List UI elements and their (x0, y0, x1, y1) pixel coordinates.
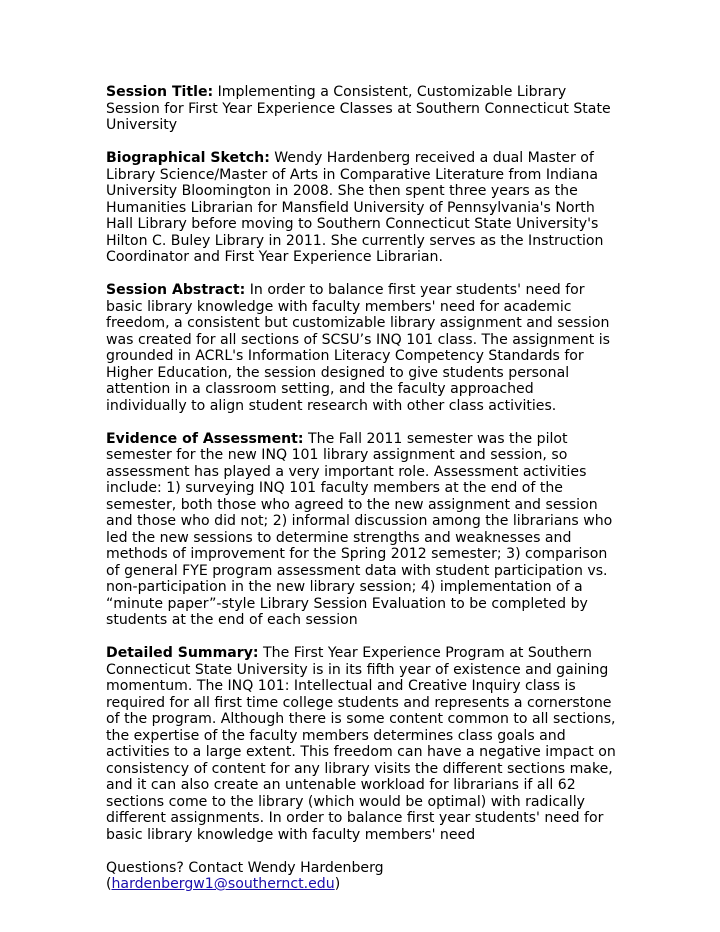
contact-email-link[interactable]: hardenbergw1@southernct.edu (111, 876, 335, 892)
evidence-of-assessment-text: The Fall 2011 semester was the pilot semester for the new INQ 101 library assignment and session, so assessment has played a very important role. Assessment activities include: 1) surveying INQ 101 faculty members at the end of the semester, both those who agreed to the new assignment and session and those who did not; 2) informal discussion among the librarians who led the new sessions to determine strengths and weaknesses and methods of improvement for the Spring 2012 semester; 3) comparison of general FYE program assessment data with student participation vs. non-participation in the new library session; 4) implementation of a “minute paper”-style Library Session Evaluation to be completed by students at the end of each session (106, 430, 613, 628)
detailed-summary-text: The First Year Experience Program at Southern Connecticut State University is in its fifth year of existence and gaining momentum. The INQ 101: Intellectual and Creative Inquiry class is required for all first time college students and represents a cornerstone of the program. Although there is some content common to all sections, the expertise of the faculty members determines class goals and activities to a large extent. This freedom can have a negative impact on consistency of content for any library visits the different sections make, and it can also create an untenable workload for librarians if all 62 sections come to the library (which would be optimal) with radically different assignments. In order to balance first year students' need for basic library knowledge with faculty members' need (106, 645, 616, 843)
session-abstract-text: In order to balance first year students' need for basic library knowledge with faculty members' need for academic freedom, a consistent but customizable library assignment and session was created for all sections of SCSU’s INQ 101 class. The assignment is grounded in ACRL's Information Literacy Competency Standards for Higher Education, the session designed to give students personal attention in a classroom setting, and the faculty approached individually to align student research with other class activities. (106, 282, 610, 414)
contact-close-paren: ) (334, 876, 341, 892)
document-body (106, 84, 618, 909)
session-title-text: Implementing a Consistent, Customizable Library Session for First Year Experience Classes at Southern Connecticut State University (106, 84, 611, 133)
session-title-paragraph (106, 84, 618, 134)
session-abstract-label: Session Abstract: (106, 282, 246, 298)
contact-paragraph (106, 860, 618, 893)
detailed-summary-paragraph (106, 645, 618, 843)
contact-text: Questions? Contact Wendy Hardenberg (106, 859, 384, 876)
biographical-sketch-text: Wendy Hardenberg received a dual Master of Library Science/Master of Arts in Comparative Literature from Indiana University Bloomington in 2008. She then spent three years as the Humanities Librarian for Mansfield University of Pennsylvania's North Hall Library before moving to Southern Connecticut State University's Hilton C. Buley Library in 2011. She currently serves as the Instruction Coordinator and First Year Experience Librarian. (106, 150, 604, 265)
biographical-sketch-paragraph (106, 150, 618, 266)
detailed-summary-label: Detailed Summary: (106, 645, 259, 661)
contact-open-paren: ( (106, 876, 112, 892)
evidence-of-assessment-paragraph (106, 431, 618, 629)
evidence-of-assessment-label: Evidence of Assessment: (106, 430, 304, 447)
session-title-label: Session Title: (106, 84, 214, 100)
session-abstract-paragraph (106, 282, 618, 414)
biographical-sketch-label: Biographical Sketch: (106, 150, 270, 166)
